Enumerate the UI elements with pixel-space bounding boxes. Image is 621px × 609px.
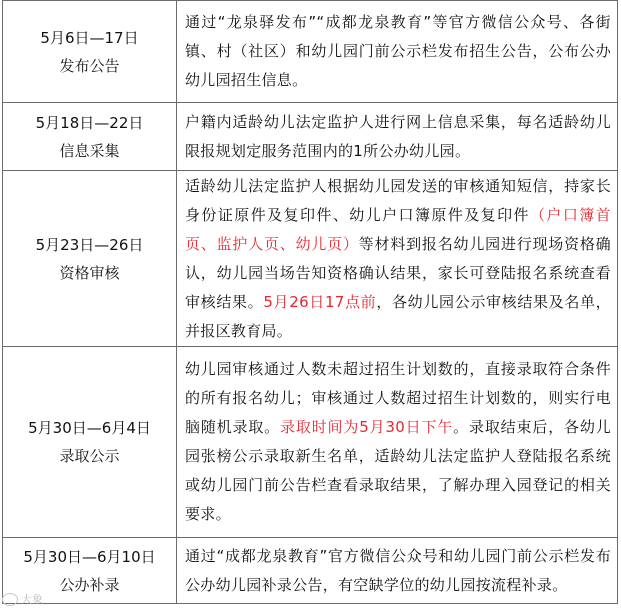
description-text: 等材料到报名幼儿园进行现场资格确认，幼儿园当场告知资格确认结果，家长可登陆报名系统查看审核结果。 — [185, 234, 611, 311]
date-range: 5月18日—22日 — [35, 113, 144, 132]
table-row — [3, 103, 618, 171]
date-cell — [3, 171, 177, 347]
date-range: 5月30日—6月10日 — [23, 547, 156, 566]
description-text: 户籍内适龄幼儿法定监护人进行网上信息采集，每名适龄幼儿限报规划定服务范围内的1所公办幼儿园。 — [185, 112, 611, 160]
stage-name: 信息采集 — [59, 141, 120, 160]
sohu-logo-icon — [2, 593, 18, 606]
table-row — [3, 1, 618, 103]
date-range: 5月30日—6月4日 — [28, 419, 151, 437]
description-cell — [177, 103, 618, 171]
schedule-body — [3, 1, 618, 604]
description-cell — [177, 1, 618, 103]
table-row — [3, 538, 618, 604]
description-text: 通过“龙泉驿发布”“成都龙泉教育”等官方微信公众号、各街镇、村（社区）和幼儿园门前公示栏发布招生公告，公布公办幼儿园招生信息。 — [185, 13, 611, 89]
description-cell — [177, 347, 618, 538]
description-text: 通过“成都龙泉教育”官方微信公众号和幼儿园门前公示栏发布公办幼儿园补录公告，有空缺学位的幼儿园按流程补录。 — [185, 546, 611, 594]
description-cell — [177, 538, 618, 604]
watermark — [2, 591, 43, 607]
enrollment-schedule-table — [2, 0, 618, 604]
description-cell — [177, 171, 618, 347]
date-range: 5月23日—26日 — [35, 235, 144, 254]
highlight-text: 录取时间为5月30日下午 — [280, 418, 454, 436]
stage-name: 发布公告 — [59, 56, 120, 75]
highlight-text: 5月26日17点前 — [263, 292, 377, 311]
date-range: 5月6日—17日 — [40, 28, 139, 47]
date-cell — [3, 347, 177, 538]
table-row — [3, 347, 618, 538]
date-cell — [3, 1, 177, 103]
stage-name: 录取公示 — [59, 447, 120, 465]
date-cell — [3, 103, 177, 171]
stage-name: 资格审核 — [59, 263, 120, 282]
highlight-text: （户口簿首页、监护人页、幼儿页） — [185, 205, 611, 253]
stage-name: 公办补录 — [59, 575, 120, 594]
description-text: 适龄幼儿法定监护人根据幼儿园发送的审核通知短信，持家长身份证原件及复印件、幼儿户口簿原件及复印件 — [185, 176, 611, 224]
watermark-text: 大象 — [21, 593, 43, 606]
description-text: 幼儿园审核通过人数未超过招生计划数的，直接录取符合条件的所有报名幼儿；审核通过人数超过招生计划数的，则实行电脑随机录取。 — [185, 360, 611, 436]
description-text: 。录取结束后，各幼儿园张榜公示录取新生名单，适龄幼儿法定监护人登陆报名系统或幼儿园门前公告栏查看录取结果，了解办理入园登记的相关要求。 — [185, 418, 611, 523]
description-text: ，各幼儿园公示审核结果及名单，并报区教育局。 — [185, 292, 611, 340]
table-row — [3, 171, 618, 347]
